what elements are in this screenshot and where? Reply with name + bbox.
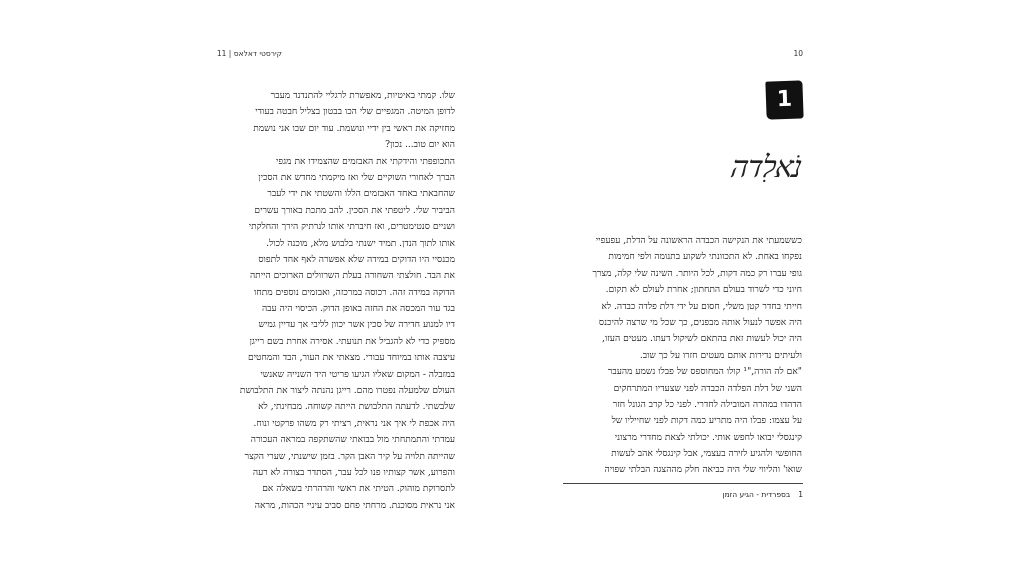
text-line: גופי עברו רק כמה דקות, לכל היותר. השינה שלי קלה, מצרך: [592, 268, 802, 279]
text-line: נפקחו באחת. לא התכוונתי לשקוע בתנומה ולפי חמימות: [608, 252, 802, 263]
text-line: על עצמו: פבלו היה מתריע כמה דקות לפני שחייליו של: [611, 416, 802, 427]
chapter-number-badge: 1: [765, 80, 803, 119]
text-line: שואו' והליווי שלי היה כביאה חלק מההצגה הבלתי שפויה: [604, 465, 802, 476]
text-line: חייתי בחדר קטן משלי, חסום על ידי דלת פלדה כבדה. לא: [601, 301, 802, 312]
text-line: כששמעתי את הנקישה הכבדה הראשונה על הדלת, עפעפיי: [595, 236, 802, 246]
text-line: את הבד. חולצתי השחורה בעלת השרוולים הארוכים הייתה: [249, 271, 455, 282]
left-body-text: [222, 88, 455, 514]
text-line: עיצבה אותו במיוחד עבורי. מצאתי את העור, הבד והמחטים: [247, 353, 455, 364]
text-line: עמדתי והתמתחתי מול בבואתי שהשתקפה במראה העכורה: [250, 435, 455, 446]
text-line: הדהדו במהרה המובילה לחדרי. לפני כל קרב הגונל חזר: [612, 399, 802, 410]
text-line: לתסרוקת מוהוק. הטיתי את ראשי והרהרתי בשאלה אם: [262, 484, 455, 495]
right-body-text: [564, 233, 802, 479]
right-page: [512, 0, 1024, 576]
footnote: [723, 490, 803, 499]
text-line: שהחבאתי באחד האבזמים הללו והשטתי את ידי לעבר: [267, 189, 455, 200]
text-line: היה אפשר לנעול אותה מבפנים, כך שכל מי שרצה להיכנס: [598, 317, 802, 328]
text-line: הברך לאחורי השוקיים שלי ואז מיקמתי מחדש את הסכין: [258, 172, 455, 183]
text-line: חיוני כדי לשרוד בעולם התחתון; אחרת לעולם לא תקום.: [605, 285, 802, 296]
left-running-head: קירסטי דאלאס | 11: [216, 49, 282, 58]
footnote-divider: [563, 483, 803, 484]
text-line: דיו למנוע חדירה של סכין אשר יכוון לליבי אך עדיין גמיש: [258, 320, 455, 331]
text-line: היה יכול לעשות זאת בהתאם לשיקול דעתו. מעטים העזו,: [602, 334, 802, 345]
footnote-text: בספרדית - הגיע הזמן: [722, 490, 791, 499]
text-line: הדוקה במידה זהה. רכוסה במרכזה, ואבזמים נוספים מתחו: [254, 287, 455, 298]
text-line: בגד עור המכסה את החזה באופן הדוק. הכיסוי היה עבה: [261, 304, 455, 315]
chapter-title: נֹאלִדה: [728, 150, 804, 185]
text-line: התכופפתי והידקתי את האבזמים שהצמידו את מגפי: [276, 156, 455, 167]
text-line: ושניים סנטימטרים, ואז חיברתי אותו לנרתיק הירך והחלקתי: [248, 222, 455, 233]
text-line: אני נראית מסוכנת. מרחתי פחם סביב עיניי הכהות, מראה: [254, 500, 455, 511]
text-line: לדופן המיטה. המגפיים שלי הכו בבטון בצליל חבטה בעודי: [255, 107, 455, 118]
text-line: מכנסיי היו הדוקים במידה שלא אפשרה לאף אחד לתפוס: [258, 254, 455, 265]
footnote-number: 1: [798, 490, 803, 499]
text-line: היה אכפת לי איך אני נראית, רציתי רק משהו פרקטי ונוח.: [253, 418, 455, 429]
text-line: "אם לה הורה,"¹ קולו המחוספס של פבלו נשמע מהעבר: [607, 367, 802, 378]
text-line: ולעיתים נדירות אותם מעטים חזרו על כך שוב.: [639, 350, 802, 361]
text-line: שהייתה תלויה על קיר האבן הקר. בזמן שישנתי, שערי הקצר: [244, 451, 455, 462]
text-line: שלו. קמתי באיטיות, מאפשרת לרגליי להתנדנד מעבר: [270, 91, 455, 101]
right-page-number: 10: [793, 49, 803, 58]
text-line: במזבלה - המקום שאליו הגיעו פריטי היד השנייה שאנשי: [260, 369, 455, 380]
text-line: הביביר שלי. ליטפתי את הסכין. להב מתכת באורך עשרים: [254, 205, 455, 216]
text-line: השני של דלת הפלדה הכבדה לפני שצעדיו המתרחקים: [613, 383, 802, 394]
text-line: קינגסלי יבואו לחפש אותי. יכולתי לצאת מחדרי מרצוני: [614, 432, 802, 443]
text-line: העולם שלמעלה נפטרו מהם. רייגן נהנתה ליצור את התלבושת: [239, 386, 455, 397]
text-line: מספיק כדי לא להגביל את תנועתי. אסירה אחרת בשם רייגן: [249, 336, 455, 347]
text-line: אותו לתוך הנדן. תמיד ישנתי בלבוש מלא, מוכנה לכול.: [266, 238, 455, 249]
text-line: שלבשתי. לדעתה התלבושת הייתה קשוחה. מבחינתי, לא: [258, 402, 455, 413]
text-line: החופשי ולהגיע לזירה בעצמי, אבל קינגסלי אהב לעשות: [611, 449, 802, 460]
text-line: והפרוע, אשר קצותיו פנו לכל עבר, הסתדר בצורה לא רעה: [252, 467, 455, 478]
text-line: הוא יום טוב... נכון?: [385, 140, 455, 151]
text-line: מחזיקה את ראשי בין ידיי ונושמת. עוד יום שבו אני נושמת: [253, 123, 455, 134]
